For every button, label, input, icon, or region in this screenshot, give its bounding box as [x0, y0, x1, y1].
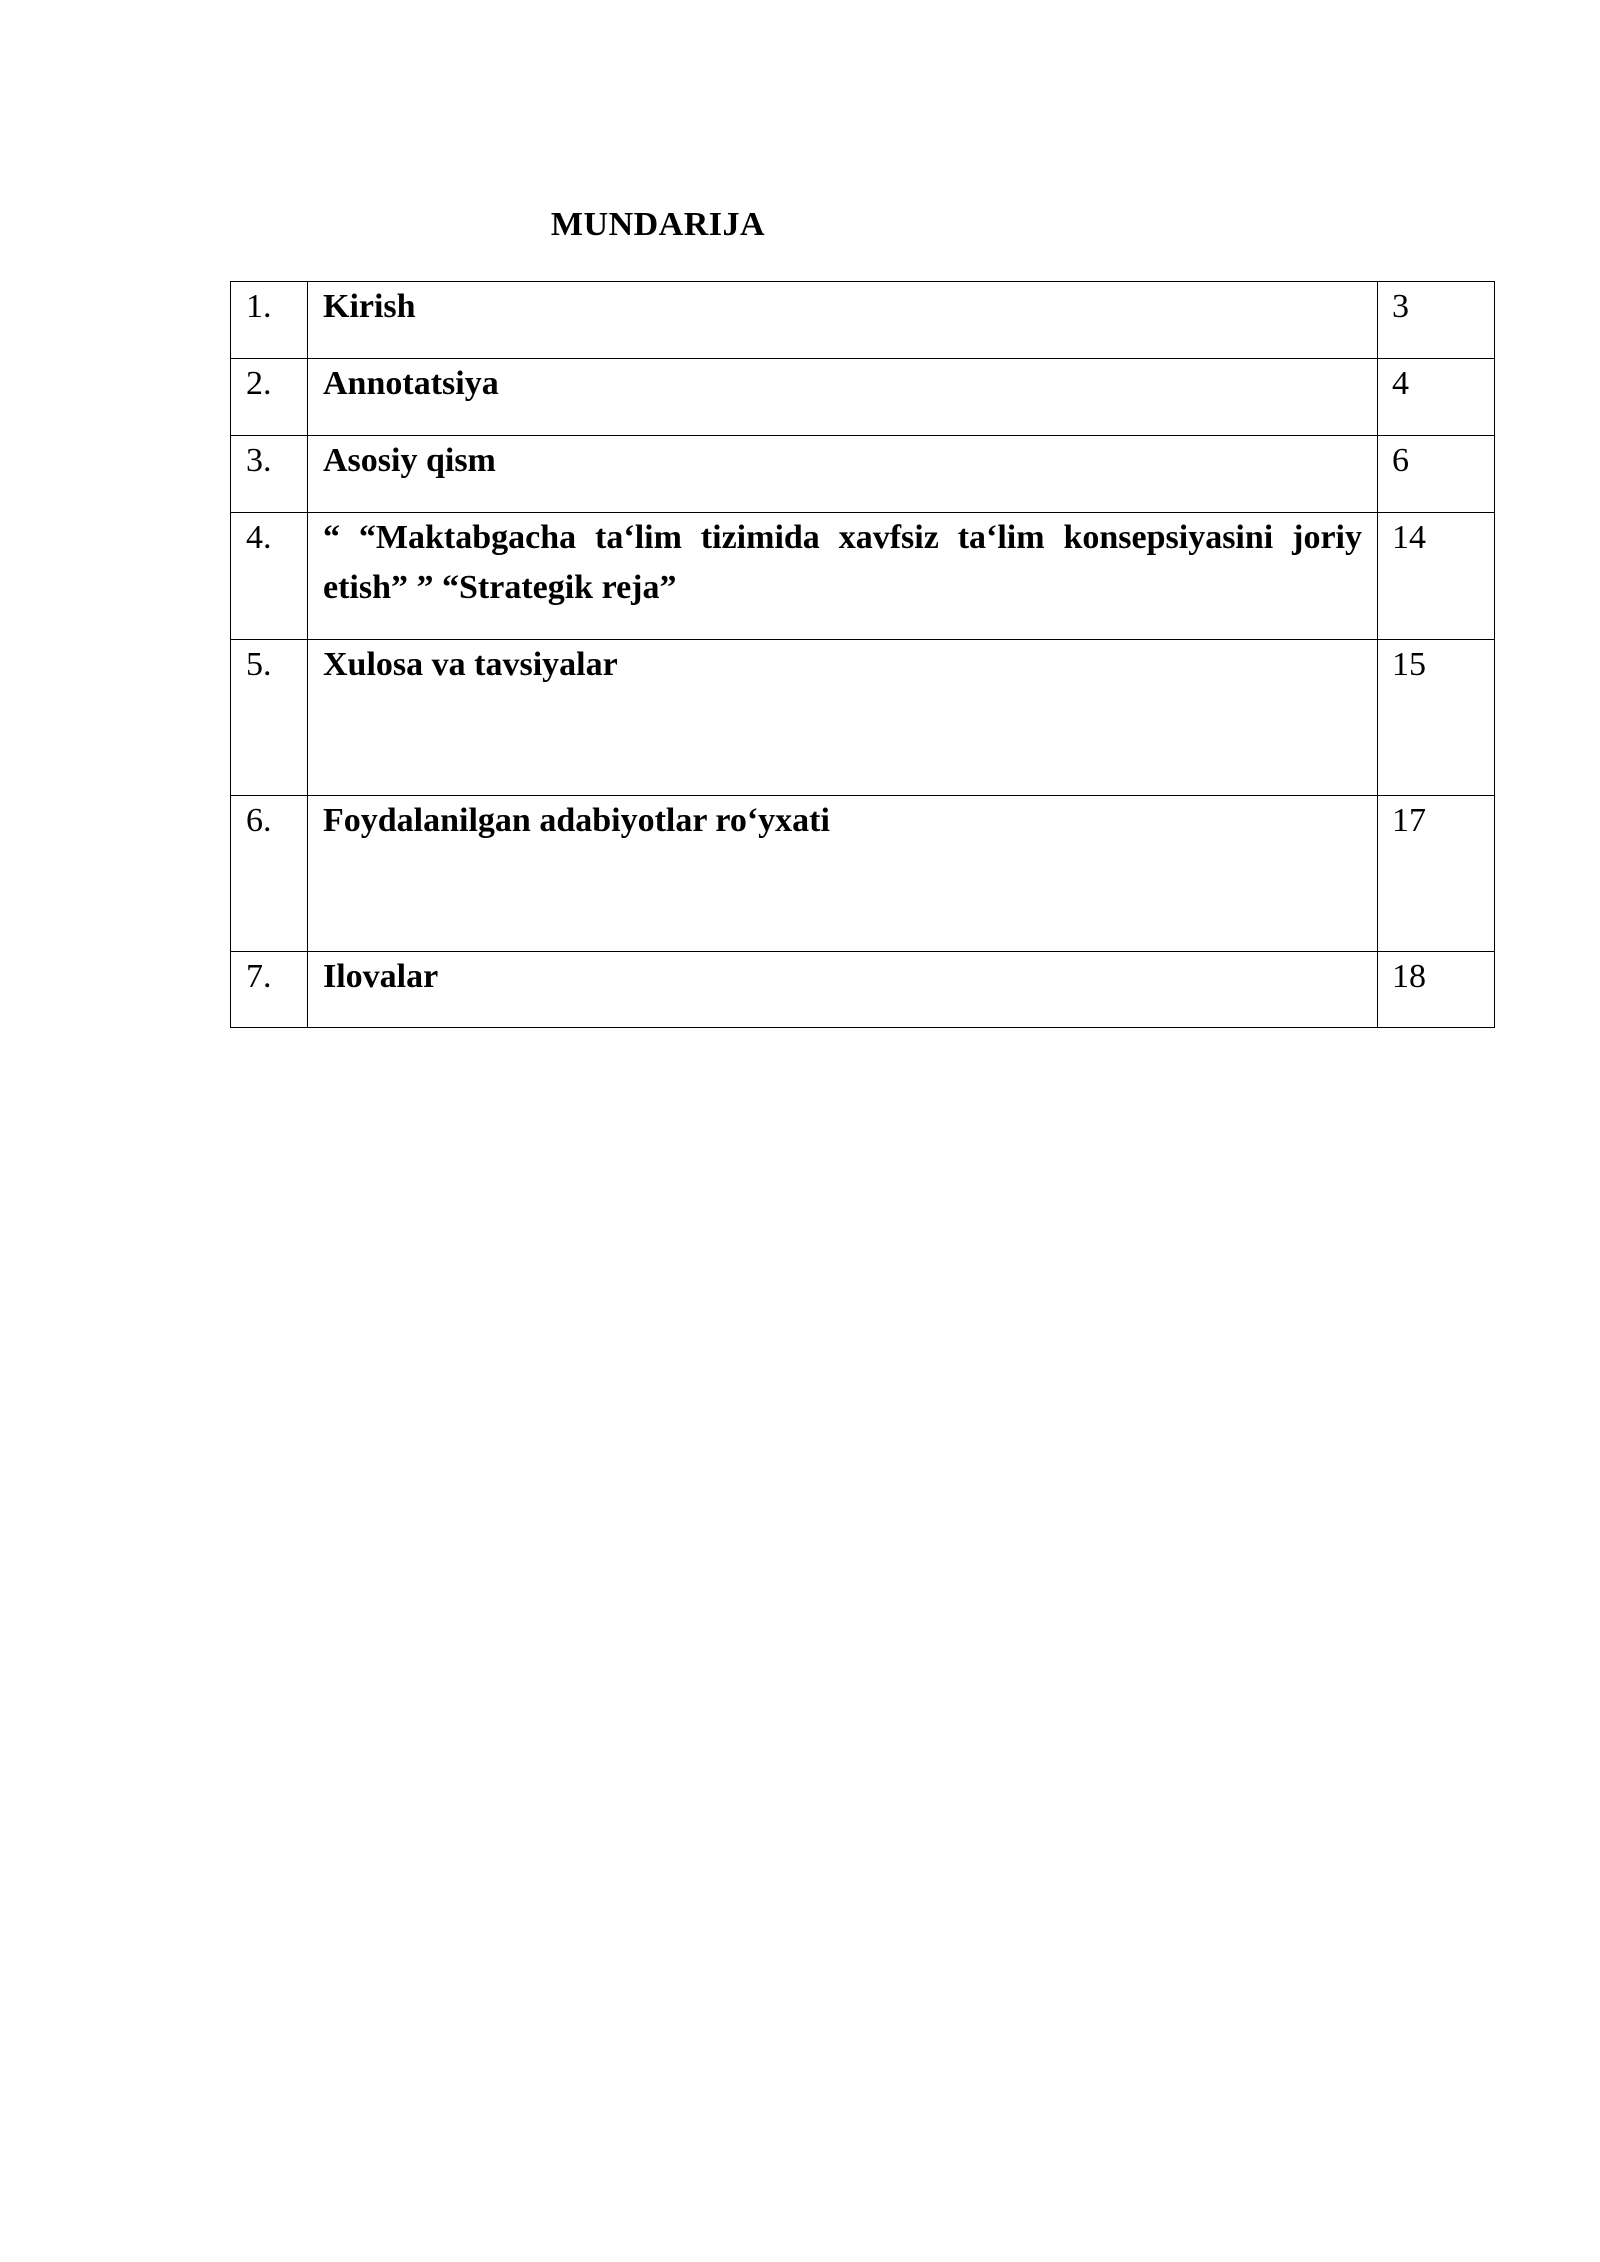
toc-number: 4. [231, 513, 308, 640]
toc-page: 15 [1378, 640, 1495, 796]
toc-page: 6 [1378, 436, 1495, 513]
toc-title: Annotatsiya [308, 359, 1378, 436]
toc-number: 5. [231, 640, 308, 796]
toc-number: 2. [231, 359, 308, 436]
toc-title: “ “Maktabgacha ta‘lim tizimida xavfsiz ta‘lim konsepsiyasini joriy etish” ” “Strategik reja” [308, 513, 1378, 640]
toc-title: Asosiy qism [308, 436, 1378, 513]
table-of-contents [230, 281, 1495, 1028]
toc-title: Xulosa va tavsiyalar [308, 640, 1378, 796]
toc-page: 4 [1378, 359, 1495, 436]
toc-row [231, 952, 1495, 1028]
toc-number: 6. [231, 796, 308, 952]
toc-row [231, 640, 1495, 796]
page-title: MUNDARIJA [550, 206, 766, 243]
toc-title: Kirish [308, 282, 1378, 359]
toc-row [231, 513, 1495, 640]
toc-row [231, 359, 1495, 436]
toc-title: Foydalanilgan adabiyotlar ro‘yxati [308, 796, 1378, 952]
toc-row [231, 796, 1495, 952]
toc-page: 3 [1378, 282, 1495, 359]
toc-page: 18 [1378, 952, 1495, 1028]
toc-row [231, 282, 1495, 359]
toc-page: 17 [1378, 796, 1495, 952]
toc-number: 7. [231, 952, 308, 1028]
toc-number: 3. [231, 436, 308, 513]
toc-title: Ilovalar [308, 952, 1378, 1028]
toc-number: 1. [231, 282, 308, 359]
toc-row [231, 436, 1495, 513]
toc-page: 14 [1378, 513, 1495, 640]
